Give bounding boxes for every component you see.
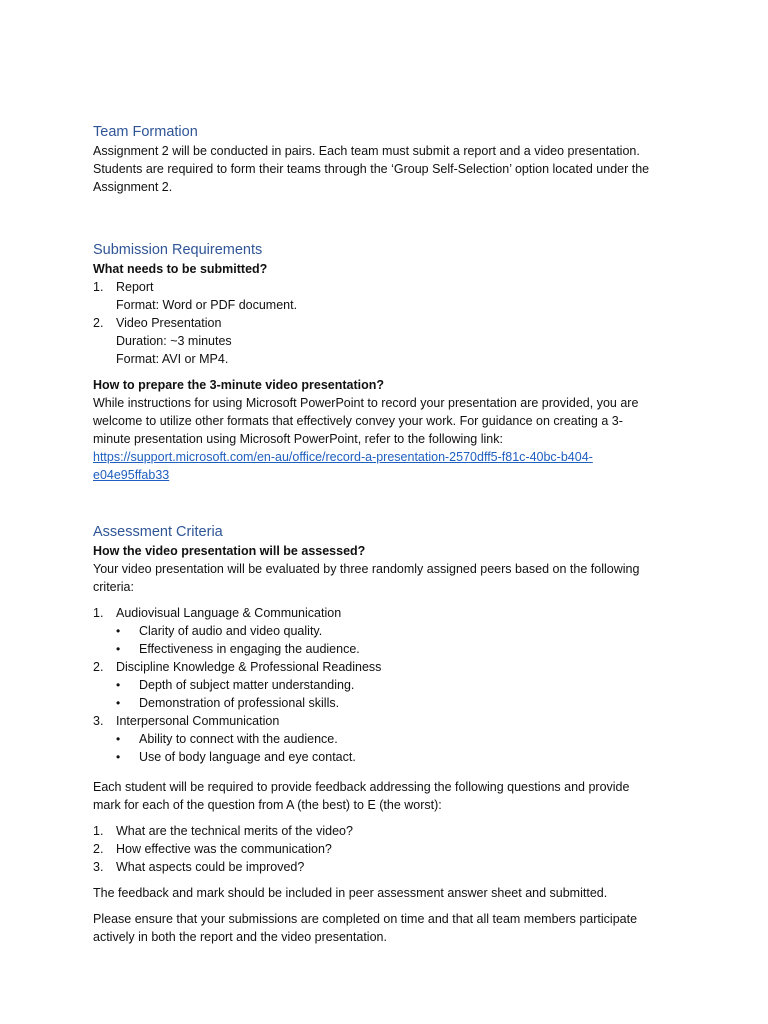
bullet-icon: • [116, 678, 121, 692]
assessment-intro [93, 560, 688, 596]
list-number: 3. [93, 860, 104, 874]
criterion-bullets [93, 622, 688, 658]
submission-question: What needs to be submitted? [93, 262, 268, 276]
list-number: 1. [93, 824, 104, 838]
assessment-intro-line: Your video presentation will be evaluated by three randomly assigned peers based on the following [93, 562, 640, 576]
prep-question: How to prepare the 3-minute video presentation? [93, 378, 385, 392]
criterion-title: Interpersonal Communication [116, 714, 280, 728]
list-item [93, 604, 688, 658]
list-number: 3. [93, 714, 104, 728]
list-number: 1. [93, 606, 104, 620]
assessment-question: How the video presentation will be assessed? [93, 544, 366, 558]
criterion-bullets [93, 676, 688, 712]
feedback-questions-list [93, 822, 688, 876]
list-item-title: Video Presentation [116, 316, 222, 330]
criterion-bullets [93, 730, 688, 766]
team-formation-line: Assignment 2 will be conducted in pairs. Each team must submit a report and a video presentation. [93, 144, 640, 158]
prep-line: welcome to utilize other formats that effectively convey your work. For guidance on creating a 3- [93, 414, 623, 428]
list-item [93, 658, 688, 712]
list-item-detail: Format: Word or PDF document. [116, 298, 298, 312]
list-number: 2. [93, 316, 104, 330]
prep-text [93, 394, 688, 484]
list-item [93, 712, 688, 766]
question-text: What aspects could be improved? [116, 860, 305, 874]
list-number: 2. [93, 660, 104, 674]
team-formation-line: Assignment 2. [93, 180, 173, 194]
question-text: How effective was the communication? [116, 842, 332, 856]
bullet-item [93, 676, 688, 694]
feedback-intro-line: mark for each of the question from A (the best) to E (the worst): [93, 798, 442, 812]
bullet-icon: • [116, 642, 121, 656]
assessment-criteria-heading: Assessment Criteria [93, 524, 223, 540]
list-item [93, 840, 688, 858]
closing-line: Please ensure that your submissions are completed on time and that all team members participate [93, 912, 638, 926]
criterion-title: Audiovisual Language & Communication [116, 606, 342, 620]
bullet-icon: • [116, 732, 121, 746]
submission-list [93, 278, 688, 368]
list-number: 1. [93, 280, 104, 294]
bullet-text: Demonstration of professional skills. [139, 696, 340, 710]
list-item [93, 858, 688, 876]
bullet-item [93, 622, 688, 640]
list-item [93, 278, 688, 314]
bullet-text: Use of body language and eye contact. [139, 750, 356, 764]
list-number: 2. [93, 842, 104, 856]
feedback-intro [93, 778, 688, 814]
feedback-note: The feedback and mark should be included in peer assessment answer sheet and submitted. [93, 886, 608, 900]
prep-line: While instructions for using Microsoft PowerPoint to record your presentation are provided, you are [93, 396, 639, 410]
submission-requirements-heading: Submission Requirements [93, 242, 263, 258]
bullet-text: Depth of subject matter understanding. [139, 678, 355, 692]
link-line: https://support.microsoft.com/en-au/office/record-a-presentation-2570dff5-f81c-40bc-b404- [93, 450, 593, 464]
team-formation-line: Students are required to form their teams through the ‘Group Self-Selection’ option located under the [93, 162, 650, 176]
list-item [93, 314, 688, 368]
bullet-icon: • [116, 696, 121, 710]
bullet-icon: • [116, 624, 121, 638]
powerpoint-guide-link[interactable] [93, 450, 593, 482]
closing-text [93, 910, 688, 946]
assessment-intro-line: criteria: [93, 580, 134, 594]
bullet-text: Ability to connect with the audience. [139, 732, 338, 746]
bullet-text: Clarity of audio and video quality. [139, 624, 323, 638]
feedback-intro-line: Each student will be required to provide feedback addressing the following questions and provide [93, 780, 630, 794]
list-item [93, 822, 688, 840]
list-item-detail: Duration: ~3 minutes [116, 334, 232, 348]
bullet-item [93, 730, 688, 748]
bullet-item [93, 640, 688, 658]
prep-line: minute presentation using Microsoft PowerPoint, refer to the following link: [93, 432, 503, 446]
question-text: What are the technical merits of the video? [116, 824, 353, 838]
closing-line: actively in both the report and the video presentation. [93, 930, 387, 944]
link-line: e04e95ffab33 [93, 468, 170, 482]
list-item-detail: Format: AVI or MP4. [116, 352, 229, 366]
team-formation-text [93, 142, 688, 196]
bullet-icon: • [116, 750, 121, 764]
bullet-item [93, 748, 688, 766]
criteria-list [93, 604, 688, 766]
bullet-item [93, 694, 688, 712]
bullet-text: Effectiveness in engaging the audience. [139, 642, 360, 656]
list-item-title: Report [116, 280, 154, 294]
criterion-title: Discipline Knowledge & Professional Readiness [116, 660, 382, 674]
team-formation-heading: Team Formation [93, 124, 198, 140]
